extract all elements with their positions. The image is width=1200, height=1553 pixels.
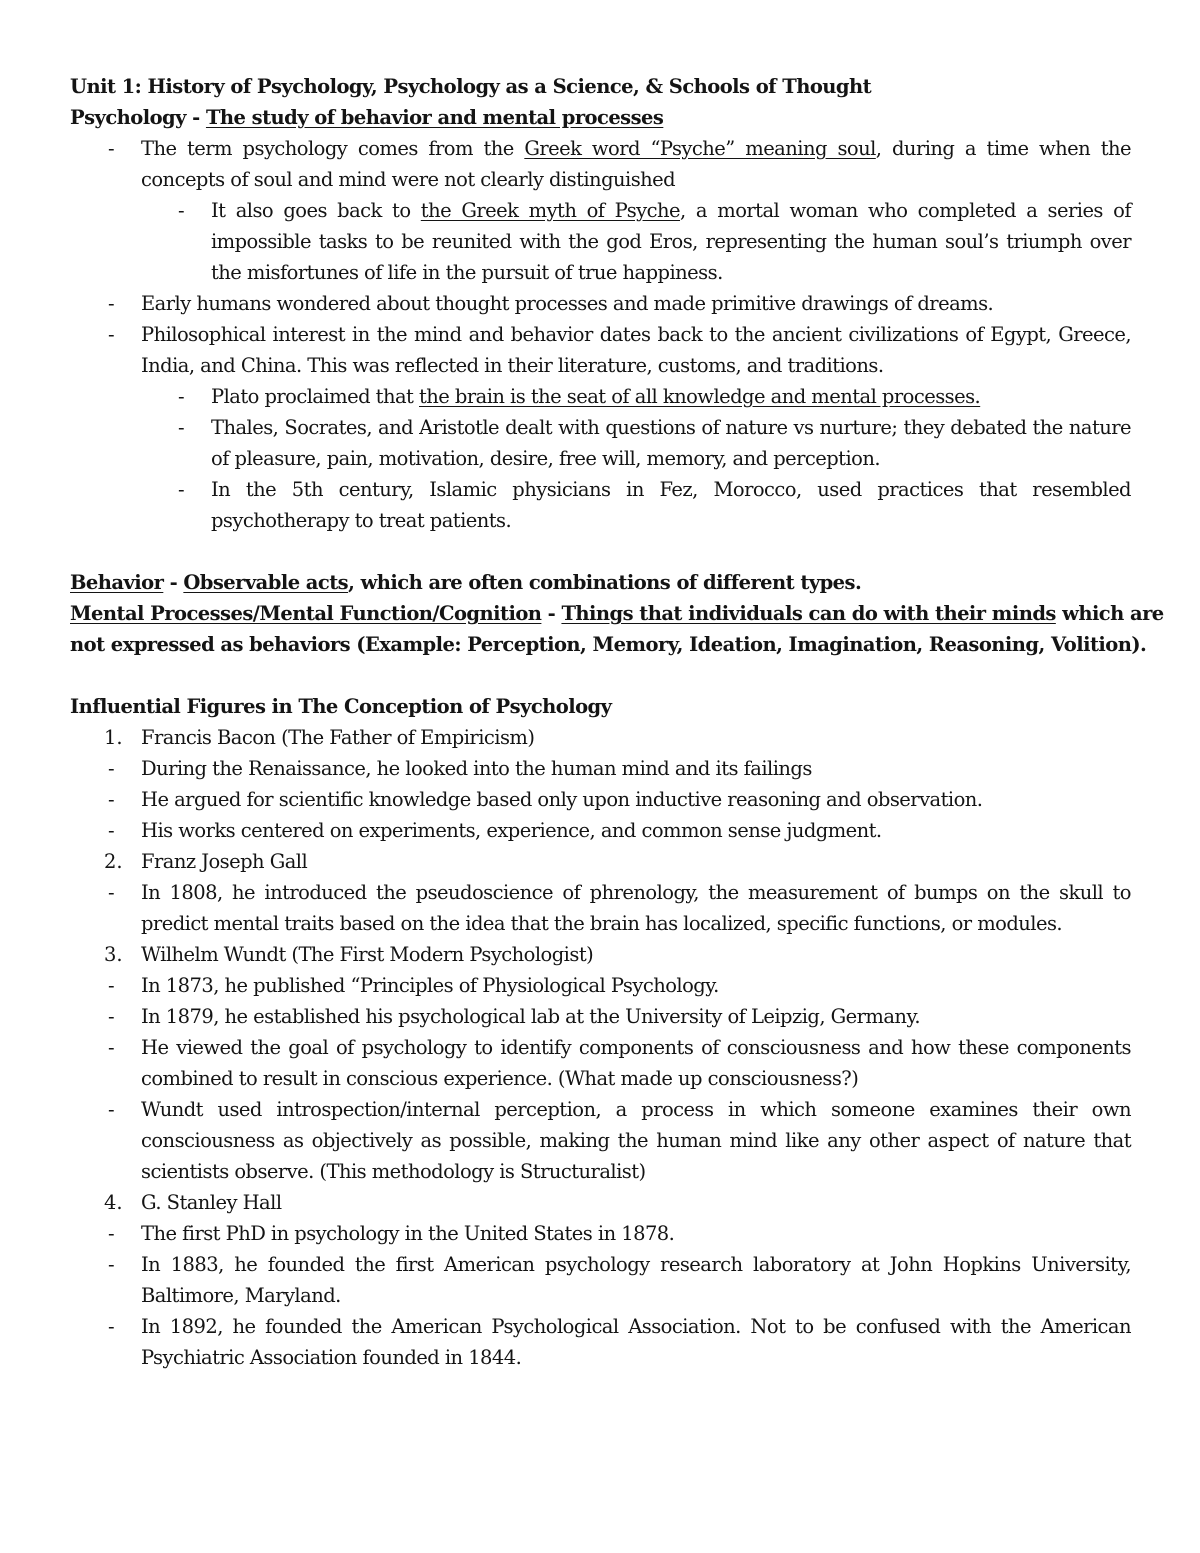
- bullet-dash: -: [108, 1253, 115, 1276]
- sub-bullet-dash: -: [178, 385, 185, 408]
- text-run: The term psychology comes from the: [141, 137, 525, 160]
- text-run: , during a time when the: [875, 137, 1131, 160]
- early-humans-line: Early humans wondered about thought processes and made primitive drawings of dreams.: [141, 292, 994, 315]
- bullet-dash: -: [108, 1222, 115, 1245]
- underlined-text: Greek word “Psyche” meaning soul: [524, 137, 876, 160]
- definition-separator: -: [541, 602, 562, 625]
- sub-bullet-dash: -: [178, 199, 185, 222]
- myth-line-2: impossible tasks to be reunited with the god Eros, representing the human soul’s triumph over: [211, 230, 1131, 253]
- term-psychology: Psychology: [70, 106, 186, 129]
- mental-processes-definition-line-1: [70, 598, 1164, 629]
- behavior-definition: [70, 567, 1130, 598]
- unit-title: Unit 1: History of Psychology, Psychology as a Science, & Schools of Thought: [70, 75, 872, 98]
- underlined-text: the Greek myth of Psyche: [420, 199, 681, 222]
- islamic-line-2: psychotherapy to treat patients.: [211, 509, 512, 532]
- hall-point-3-line-1: In 1892, he founded the American Psychological Association. Not to be confused with the American: [141, 1315, 1131, 1338]
- philosophical-line-1: Philosophical interest in the mind and behavior dates back to the ancient civilizations of Egypt, Greece,: [141, 323, 1131, 346]
- wundt-point-4-line-2: consciousness as objectively as possible, making the human mind like any other aspect of nature that: [141, 1129, 1131, 1152]
- wundt-point-3-line-1: He viewed the goal of psychology to identify components of consciousness and how these components: [141, 1036, 1131, 1059]
- figure-bacon-name: Francis Bacon (The Father of Empiricism): [141, 726, 535, 749]
- bullet-dash: -: [108, 1005, 115, 1028]
- figure-gall-name: Franz Joseph Gall: [141, 850, 308, 873]
- plato-line: [211, 381, 1131, 412]
- underlined-text: the brain is the seat of all knowledge and mental processes.: [419, 385, 981, 408]
- hall-point-2-line-1: In 1883, he founded the first American psychology research laboratory at John Hopkins University,: [141, 1253, 1131, 1276]
- sub-bullet-dash: -: [178, 416, 185, 439]
- bullet-dash: -: [108, 819, 115, 842]
- bullet-dash: -: [108, 974, 115, 997]
- bullet-dash: -: [108, 323, 115, 346]
- mental-processes-definition-line-2: not expressed as behaviors (Example: Perception, Memory, Ideation, Imagination, Reasoning, Volition).: [70, 633, 1147, 656]
- bullet-dash: -: [108, 1036, 115, 1059]
- term-behavior: Behavior: [70, 571, 164, 594]
- wundt-point-3-line-2: combined to result in conscious experience. (What made up consciousness?): [141, 1067, 859, 1090]
- gall-point-1-line-2: predict mental traits based on the idea that the brain has localized, specific functions, or modules.: [141, 912, 1063, 935]
- list-number: 1.: [104, 726, 123, 749]
- underlined-text: Things that individuals can do with their minds: [561, 602, 1056, 625]
- term-mental-processes: Mental Processes/Mental Function/Cognition: [70, 602, 542, 625]
- gall-point-1-line-1: In 1808, he introduced the pseudoscience of phrenology, the measurement of bumps on the skull to: [141, 881, 1131, 904]
- wundt-point-4-line-3: scientists observe. (This methodology is Structuralist): [141, 1160, 646, 1183]
- bacon-point-3: His works centered on experiments, experience, and common sense judgment.: [141, 819, 882, 842]
- figure-hall-name: G. Stanley Hall: [141, 1191, 282, 1214]
- hall-point-1: The first PhD in psychology in the United States in 1878.: [141, 1222, 675, 1245]
- bullet-dash: -: [108, 137, 115, 160]
- text-run: , a mortal woman who completed a series of: [680, 199, 1131, 222]
- islamic-line-1: In the 5th century, Islamic physicians in Fez, Morocco, used practices that resembled: [211, 478, 1131, 501]
- bullet-dash: -: [108, 881, 115, 904]
- definition-separator: -: [163, 571, 184, 594]
- psychology-definition-text: The study of behavior and mental processes: [205, 106, 664, 129]
- list-number: 3.: [104, 943, 123, 966]
- hall-point-3-line-2: Psychiatric Association founded in 1844.: [141, 1346, 522, 1369]
- term-origin-line-1: [141, 133, 1131, 164]
- bullet-dash: -: [108, 1098, 115, 1121]
- myth-line-1: [211, 195, 1131, 226]
- hall-point-2-line-2: Baltimore, Maryland.: [141, 1284, 341, 1307]
- bullet-dash: -: [108, 757, 115, 780]
- influential-figures-heading: Influential Figures in The Conception of Psychology: [70, 695, 612, 718]
- figure-wundt-name: Wilhelm Wundt (The First Modern Psychologist): [141, 943, 594, 966]
- text-run: which are: [1055, 602, 1164, 625]
- bullet-dash: -: [108, 788, 115, 811]
- definition-separator: -: [185, 106, 206, 129]
- sub-bullet-dash: -: [178, 478, 185, 501]
- philosophical-line-2: India, and China. This was reflected in their literature, customs, and traditions.: [141, 354, 884, 377]
- bullet-dash: -: [108, 1315, 115, 1338]
- text-run: , which are often combinations of different types.: [348, 571, 862, 594]
- text-run: It also goes back to: [211, 199, 421, 222]
- bacon-point-1: During the Renaissance, he looked into the human mind and its failings: [141, 757, 812, 780]
- list-number: 4.: [104, 1191, 123, 1214]
- wundt-point-2: In 1879, he established his psychological lab at the University of Leipzig, Germany.: [141, 1005, 920, 1028]
- bullet-dash: -: [108, 292, 115, 315]
- underlined-text: Observable acts: [183, 571, 349, 594]
- bacon-point-2: He argued for scientific knowledge based only upon inductive reasoning and observation.: [141, 788, 983, 811]
- thales-line-1: Thales, Socrates, and Aristotle dealt with questions of nature vs nurture; they debated the nature: [211, 416, 1131, 439]
- wundt-point-4-line-1: Wundt used introspection/internal perception, a process in which someone examines their own: [141, 1098, 1131, 1121]
- thales-line-2: of pleasure, pain, motivation, desire, free will, memory, and perception.: [211, 447, 881, 470]
- term-origin-line-2: concepts of soul and mind were not clearly distinguished: [141, 168, 676, 191]
- list-number: 2.: [104, 850, 123, 873]
- wundt-point-1: In 1873, he published “Principles of Physiological Psychology.: [141, 974, 719, 997]
- text-run: Plato proclaimed that: [211, 385, 419, 408]
- myth-line-3: the misfortunes of life in the pursuit of true happiness.: [211, 261, 723, 284]
- psychology-definition: [70, 102, 1130, 133]
